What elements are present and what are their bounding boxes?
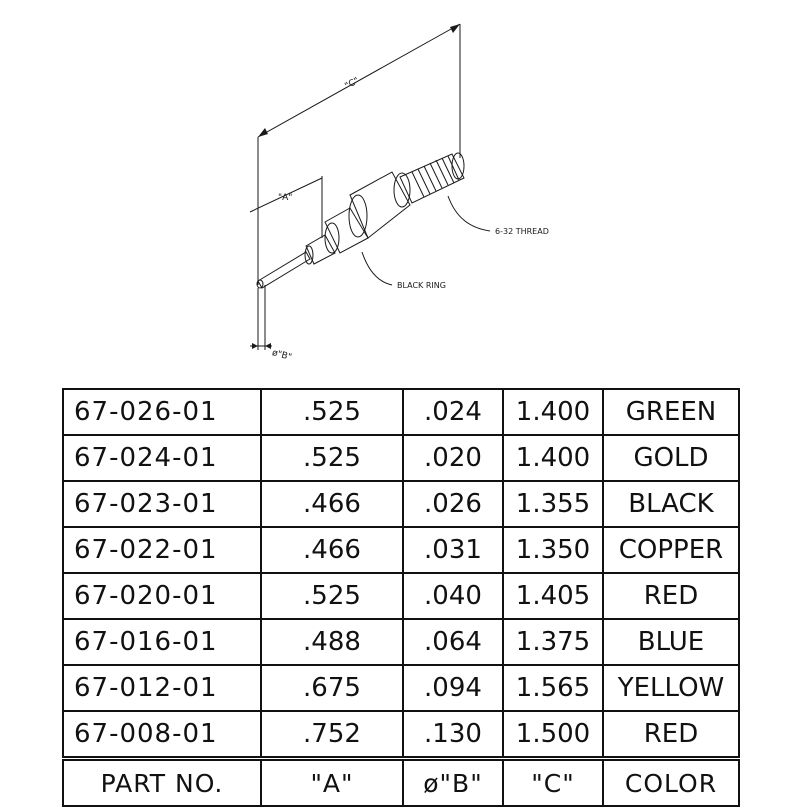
color-cell: RED [603,573,739,619]
dim-c-cell: 1.400 [503,389,603,435]
ring-leader [362,252,392,285]
dim-a-cell: .525 [261,573,403,619]
pin-wire [258,252,310,288]
ring-note: BLACK RING [397,281,446,290]
table-header-row [63,759,739,807]
color-cell: GOLD [603,435,739,481]
color-cell: COPPER [603,527,739,573]
color-cell: BLUE [603,619,739,665]
part-number-cell: 67-024-01 [63,435,261,481]
dim-c-cell: 1.355 [503,481,603,527]
dim-c-cell: 1.375 [503,619,603,665]
header-part-no: PART NO. [63,759,261,807]
dim-b-cell: .020 [403,435,503,481]
pin-body-face [349,195,367,237]
dim-b-cell: .024 [403,389,503,435]
part-number-cell: 67-008-01 [63,711,261,759]
dim-c-cell: 1.350 [503,527,603,573]
drawing-canvas [0,0,800,380]
pin-taper-end [305,246,313,264]
table-row [63,619,739,665]
dim-b-cell: .040 [403,573,503,619]
dim-a-label: "A" [278,193,293,203]
dim-c-cell: 1.565 [503,665,603,711]
spec-table-body [63,389,739,806]
dim-a-cell: .466 [261,481,403,527]
header-color: COLOR [603,759,739,807]
dim-b-cell: .094 [403,665,503,711]
dim-c-cell: 1.500 [503,711,603,759]
color-cell: RED [603,711,739,759]
table-row [63,435,739,481]
color-cell: GREEN [603,389,739,435]
part-number-cell: 67-026-01 [63,389,261,435]
dim-a-cell: .675 [261,665,403,711]
dim-a-cell: .752 [261,711,403,759]
header-b: ø"B" [403,759,503,807]
thread-leader [448,196,490,231]
color-cell: BLACK [603,481,739,527]
dim-a-cell: .466 [261,527,403,573]
dim-arrows [252,24,460,349]
part-number-cell: 67-022-01 [63,527,261,573]
dim-b-cell: .031 [403,527,503,573]
part-number-cell: 67-012-01 [63,665,261,711]
dim-b-label: ø"B" [270,348,293,363]
dim-c-label: "C" [343,75,362,92]
part-number-cell: 67-016-01 [63,619,261,665]
part-spec-table [62,388,740,807]
thread-note: 6-32 THREAD [495,227,549,236]
header-a: "A" [261,759,403,807]
table-row [63,573,739,619]
dim-a-cell: .525 [261,435,403,481]
dim-c-cell: 1.405 [503,573,603,619]
dim-b-cell: .064 [403,619,503,665]
pin-taper [306,235,335,264]
dim-c-line [258,24,460,137]
dim-a-cell: .488 [261,619,403,665]
dim-b-cell: .026 [403,481,503,527]
part-drawing [0,0,800,380]
table-row [63,527,739,573]
table-row [63,665,739,711]
part-number-cell: 67-020-01 [63,573,261,619]
table-row [63,389,739,435]
part-number-cell: 67-023-01 [63,481,261,527]
dim-c-cell: 1.400 [503,435,603,481]
pin-body [350,172,410,238]
dim-b-cell: .130 [403,711,503,759]
table-row [63,481,739,527]
header-c: "C" [503,759,603,807]
dim-a-cell: .525 [261,389,403,435]
table-row [63,711,739,759]
color-cell: YELLOW [603,665,739,711]
